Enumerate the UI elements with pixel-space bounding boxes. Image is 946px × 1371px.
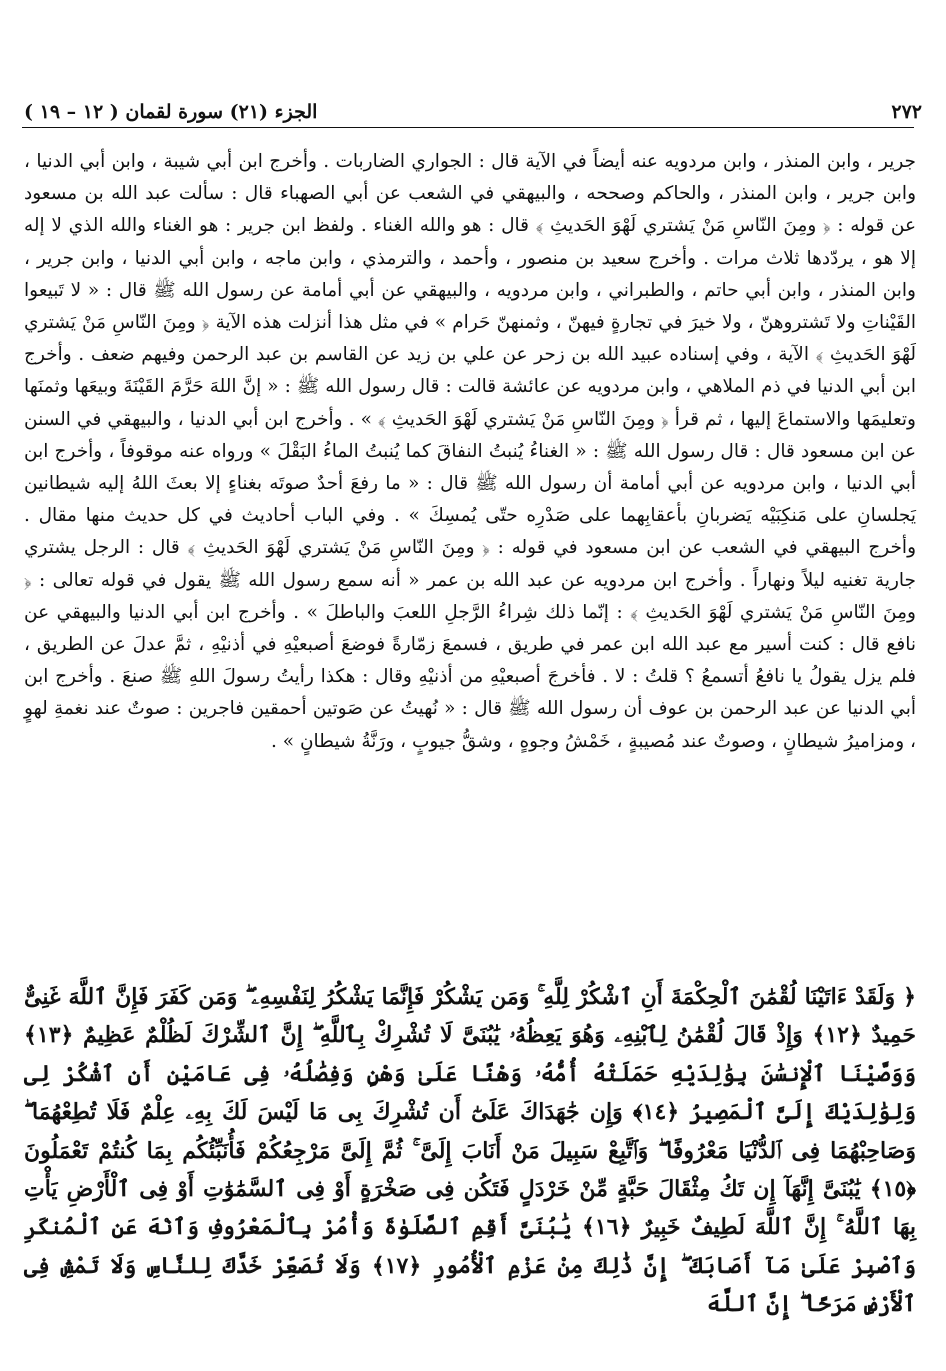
verses-paragraph: ﴿ وَلَقَدْ ءَاتَيْنَا لُقْمَٰنَ ٱلْحِكْمَةَ أَنِ ٱشْكُرْ لِلَّهِ ۚ وَمَن يَشْكُرْ فَإِنَّمَا يَشْكُرُ لِنَفْسِهِۦ ۖ وَمَن كَفَرَ فَإِنَّ ٱللَّهَ غَنِىٌّ حَمِيدٌ ﴿١٢﴾ وَإِذْ قَالَ لُقْمَٰنُ لِٱبْنِهِۦ وَهُوَ يَعِظُهُۥ يَٰبُنَىَّ لَا تُشْرِكْ بِٱللَّهِ ۖ إِنَّ ٱلشِّرْكَ لَظُلْمٌ عَظِيمٌ ﴿١٣﴾ وَوَصَّيْنَا ٱلْإِنسَٰنَ بِوَٰلِدَيْهِ حَمَلَتْهُ أُمُّهُۥ وَهْنًا عَلَىٰ وَهْنٍ وَفِصَٰلُهُۥ فِى عَامَيْنِ أَنِ ٱشْكُرْ لِى وَلِوَٰلِدَيْكَ إِلَىَّ ٱلْمَصِيرُ ﴿١٤﴾ وَإِن جَٰهَدَاكَ عَلَىٰٓ أَن تُشْرِكَ بِى مَا لَيْسَ لَكَ بِهِۦ عِلْمٌ فَلَا تُطِعْهُمَا ۖ وَصَاحِبْهُمَا فِى ٱلدُّنْيَا مَعْرُوفًا ۖ وَٱتَّبِعْ سَبِيلَ مَنْ أَنَابَ إِلَىَّ ۚ ثُمَّ إِلَىَّ مَرْجِعُكُمْ فَأُنَبِّئُكُم بِمَا كُنتُمْ تَعْمَلُونَ ﴿١٥﴾ يَٰبُنَىَّ إِنَّهَآ إِن تَكُ مِثْقَالَ حَبَّةٍ مِّنْ خَرْدَلٍ فَتَكُن فِى صَخْرَةٍ أَوْ فِى ٱلسَّمَٰوَٰتِ أَوْ فِى ٱلْأَرْضِ يَأْتِ بِهَا ٱللَّهُ ۚ إِنَّ ٱللَّهَ لَطِيفٌ خَبِيرٌ ﴿١٦﴾ يَٰبُنَىَّ أَقِمِ ٱلصَّلَوٰةَ وَأْمُرْ بِٱلْمَعْرُوفِ وَٱنْهَ عَنِ ٱلْمُنكَرِ وَٱصْبِرْ عَلَىٰ مَآ أَصَابَكَ ۖ إِنَّ ذَٰلِكَ مِنْ عَزْمِ ٱلْأُمُورِ ﴿١٧﴾ وَلَا تُصَعِّرْ خَدَّكَ لِلنَّاسِ وَلَا تَمْشِ فِى ٱلْأَرْضِ مَرَحًا ۖ إِنَّ ٱللَّهَ [24,984,917,1318]
commentary-text [24,146,916,758]
running-header [24,92,922,132]
header-title: الجزء (٢١) سورة لقمان ( ١٢ – ١٩ ) [24,101,318,123]
commentary-paragraph: جرير ، وابن المنذر ، وابن مردويه عنه أيضاً في الآية قال : الجواري الضاربات . وأخرج ابن أبي شيبة ، وابن أبي الدنيا ، وابن جرير ، وابن المنذر ، والحاكم وصححه ، والبيهقي في الشعب عن أبي الصهباء قال : سألت عبد الله بن مسعود عن قوله : ﴿ ومِنَ النّاسِ مَنْ يَشتري لَهْوَ الحَديثِ ﴾ قال : هو والله الغناء . ولفظ ابن جرير : هو الغناء والله الذي لا إله إلا هو ، يردّدها ثلاث مرات . وأخرج سعيد بن منصور ، وأحمد ، والترمذي ، وابن ماجه ، وابن أبي الدنيا ، وابن جرير ، وابن المنذر ، وابن أبي حاتم ، والطبراني ، وابن مردويه ، والبيهقي عن أبي أمامة عن رسول الله ﷺ قال : « لا تَبيعوا القَيْناتِ ولا تَشتروهنّ ، ولا خيرَ في تجارةٍ فيهنّ ، وثمنهنّ حَرام » في مثل هذا أنزلت هذه الآية ﴿ ومِنَ النّاسِ مَنْ يَشتري لَهْوَ الحَديثِ ﴾ الآية ، وفي إسناده عبيد الله بن زحر عن علي بن زيد عن القاسم بن عبد الرحمن وفيهم ضعف . وأخرج ابن أبي الدنيا في ذم الملاهي ، وابن مردويه عن عائشة قالت : قال رسول الله ﷺ : « إنَّ اللهَ حَرَّمَ القَيْنَةَ وبيعَها وثمنَها وتعليمَها والاستماعَ إليها ، ثم قرأ ﴿ ومِنَ النّاسِ مَنْ يَشتري لَهْوَ الحَديثِ ﴾ » . وأخرج ابن أبي الدنيا ، والبيهقي في السنن عن ابن مسعود قال : قال رسول الله ﷺ : « الغناءُ يُنبتُ النفاقَ كما يُنبتُ الماءُ البَقْلَ » ورواه عنه موقوفاً ، وأخرج ابن أبي الدنيا ، وابن مردويه عن أبي أمامة أن رسول الله ﷺ قال : « ما رفعَ أحدٌ صوتَه بغناءٍ إلا بعثَ اللهُ إليه شيطانين يَجلسانِ على مَنكِبَيْه يَضربانِ بأعقابِهما على صَدْرِه حتّى يُمسِكَ » . وفي الباب أحاديث في كل حديث منها مقال . وأخرج البيهقي في الشعب عن ابن مسعود في قوله : ﴿ ومِنَ النّاسِ مَنْ يَشتري لَهْوَ الحَديثِ ﴾ قال : الرجل يشتري جارية تغنيه ليلاً ونهاراً . وأخرج ابن مردويه عن عبد الله بن عمر « أنه سمع رسول الله ﷺ يقول في قوله تعالى : ﴿ ومِنَ النّاسِ مَنْ يَشتري لَهْوَ الحَديثِ ﴾ : إنّما ذلك شِراءُ الرَّجلِ اللعبَ والباطلَ » . وأخرج ابن أبي الدنيا والبيهقي عن نافع قال : كنت أسير مع عبد الله ابن عمر في طريق ، فسمعَ زمّارةً فوضعَ أصبعيْهِ في أذنيْهِ ، ثمَّ عدلَ عن الطريق ، فلم يزل يقولُ يا نافعُ أتسمعُ ؟ قلتُ : لا . فأخرجَ أصبعيْهِ من أذنيْهِ وقال : هكذا رأيتُ رسولَ اللهِ ﷺ صنعَ . وأخرج ابن أبي الدنيا عن عبد الرحمن بن عوف أن رسول الله ﷺ قال : « نُهيتُ عن صَوتين أحمقين فاجرين : صوتٌ عند نغمةِ لهوٍ ، ومزاميرُ شيطانٍ ، وصوتٌ عند مُصيبةٍ ، خَمْشُ وجوهٍ ، وشقُّ جيوبٍ ، ورَنَّةُ شيطانٍ » . [24,151,916,752]
header-rule [22,127,914,128]
quran-verses [24,978,916,1324]
page-number: ٢٧٢ [891,101,922,123]
